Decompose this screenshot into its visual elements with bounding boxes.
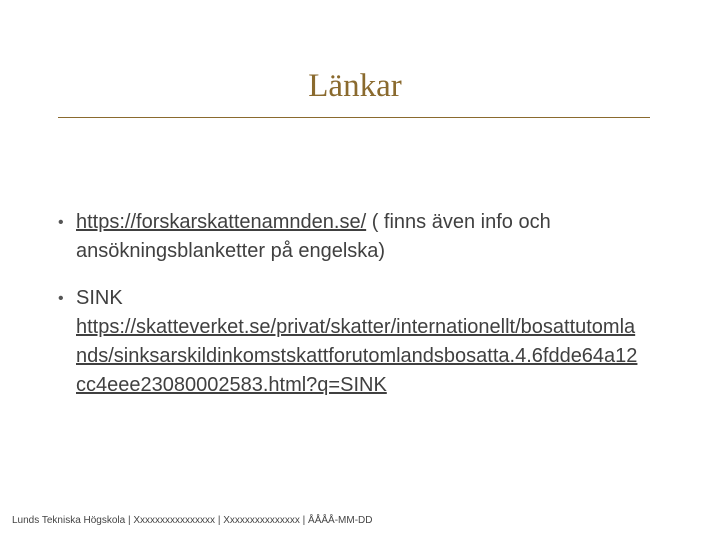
bullet-label: SINK <box>76 287 123 309</box>
bullet-list <box>58 208 658 418</box>
bullet-marker: • <box>58 290 64 307</box>
slide-title: Länkar <box>308 68 402 104</box>
bullet-item-forskarskatt <box>58 208 658 266</box>
forskarskattenamnden-link[interactable]: https://forskarskattenamnden.se/ <box>76 211 367 233</box>
skatteverket-sink-link[interactable]: https://skatteverket.se/privat/skatter/internationellt/bosattutomlands/sinksarskildinkomstskattforutomlandsbosatta.4.6fdde64a12cc4eee23080002583.html?q=SINK <box>76 316 638 396</box>
footer-text: Lunds Tekniska Högskola | Xxxxxxxxxxxxxxxx | Xxxxxxxxxxxxxxx | ÅÅÅÅ-MM-DD <box>12 515 373 526</box>
bullet-item-sink <box>58 284 658 400</box>
bullet-text: ( finns även info och ansökningsblanketter på engelska) <box>76 211 551 262</box>
bullet-marker: • <box>58 214 64 231</box>
title-divider <box>58 117 650 118</box>
